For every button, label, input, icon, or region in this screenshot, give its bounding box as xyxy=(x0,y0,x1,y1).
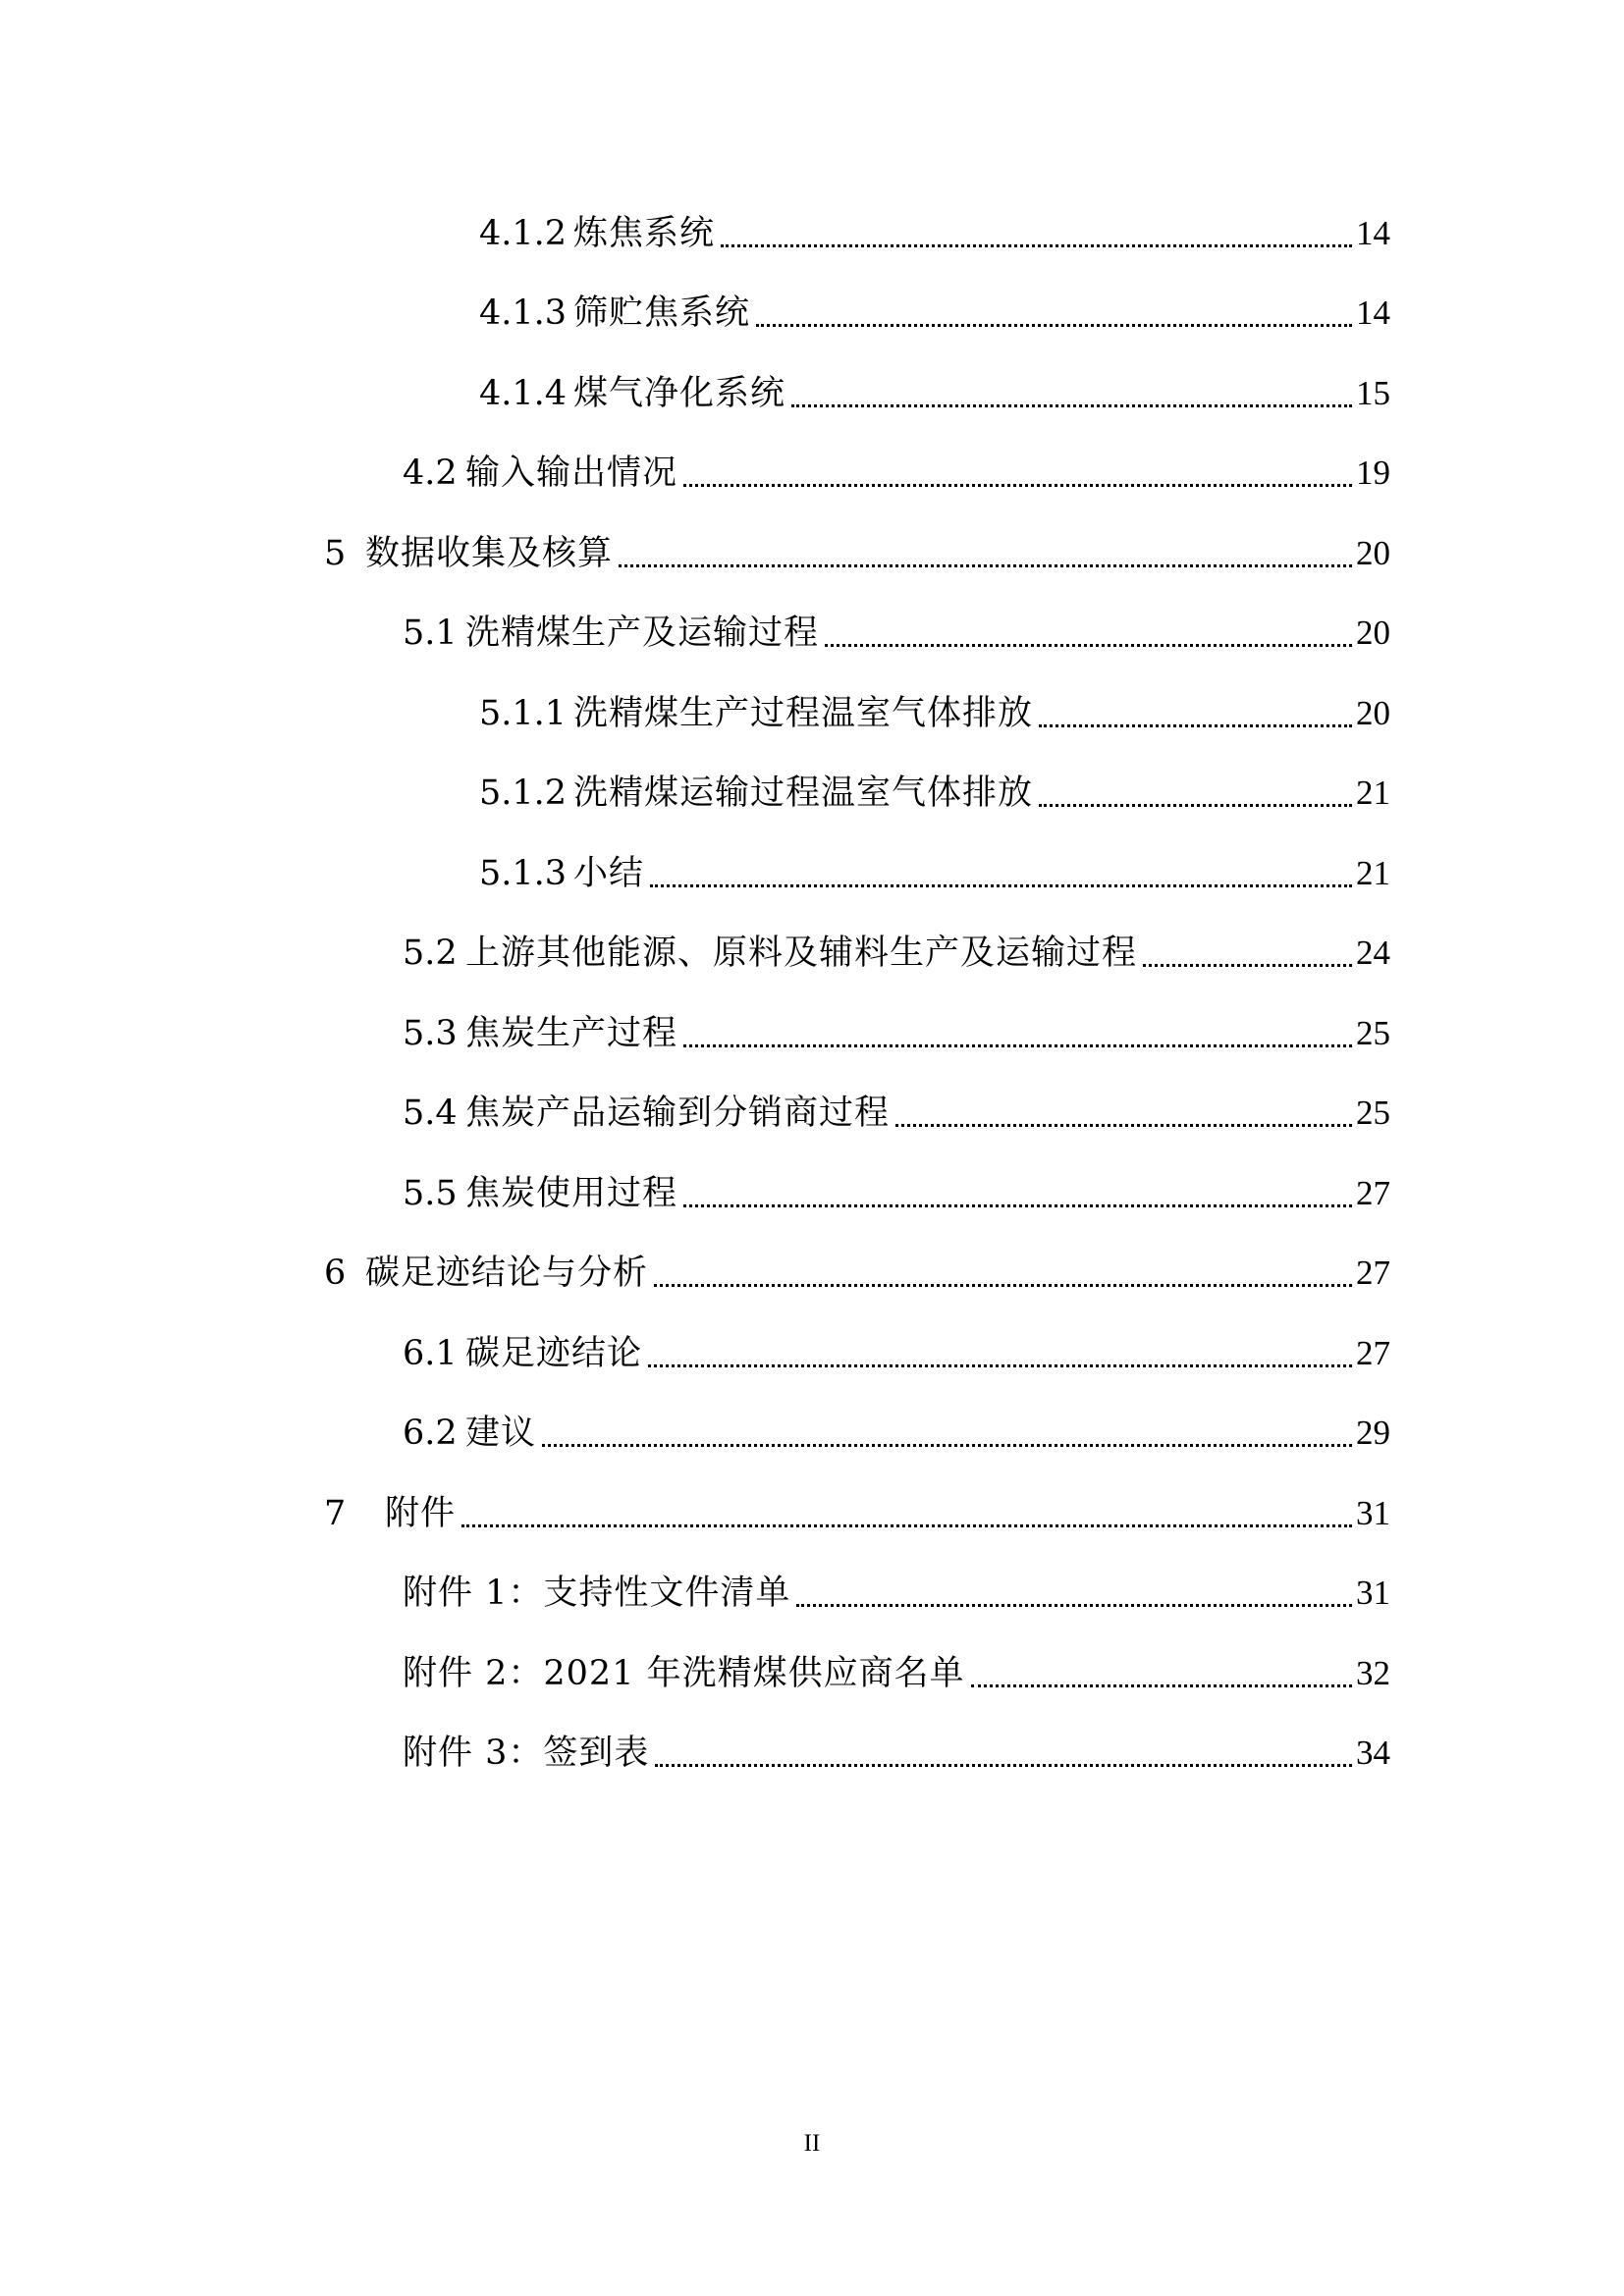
toc-entry-page: 25 xyxy=(1356,1014,1390,1052)
toc-entry-title: 碳足迹结论与分析 xyxy=(365,1254,649,1293)
toc-dot-leader xyxy=(791,404,1352,407)
page-number-footer: II xyxy=(803,2130,821,2157)
toc-entry-7[interactable] xyxy=(324,1479,1390,1538)
toc-entry-number: 7 xyxy=(324,1494,347,1533)
toc-entry-number: 4.1.2 xyxy=(479,214,568,253)
toc-dot-leader xyxy=(655,1764,1352,1767)
toc-entry-page: 31 xyxy=(1356,1494,1390,1532)
toc-dot-leader xyxy=(683,484,1352,487)
toc-entry-title: 输入输出情况 xyxy=(465,454,678,493)
toc-entry-number: 4.1.3 xyxy=(479,294,568,333)
toc-entry-page: 31 xyxy=(1356,1574,1390,1612)
toc-dot-leader xyxy=(619,564,1352,567)
toc-entry-appendix-1[interactable] xyxy=(403,1559,1390,1618)
toc-entry-title: 小结 xyxy=(573,854,645,893)
toc-dot-leader xyxy=(756,324,1352,327)
toc-entry-title: 上游其他能源、原料及辅料生产及运输过程 xyxy=(465,934,1138,973)
toc-entry-title: 碳足迹结论 xyxy=(465,1334,643,1373)
toc-entry-number: 5 xyxy=(324,534,347,573)
toc-entry-5-1-1[interactable] xyxy=(479,679,1390,738)
toc-entry-page: 21 xyxy=(1356,774,1390,812)
toc-entry-5-5[interactable] xyxy=(403,1159,1390,1218)
toc-entry-title: 数据收集及核算 xyxy=(365,534,614,573)
toc-entry-5-1-3[interactable] xyxy=(479,839,1390,898)
toc-entry-5-3[interactable] xyxy=(403,999,1390,1058)
toc-entry-page: 32 xyxy=(1356,1654,1390,1692)
toc-entry-number: 5.1.2 xyxy=(479,774,568,813)
toc-dot-leader xyxy=(683,1044,1352,1047)
toc-entry-5-4[interactable] xyxy=(403,1079,1390,1138)
toc-dot-leader xyxy=(895,1124,1352,1127)
toc-entry-title: 煤气净化系统 xyxy=(573,374,786,413)
toc-entry-5-1-2[interactable] xyxy=(479,759,1390,818)
toc-entry-page: 14 xyxy=(1356,294,1390,332)
toc-entry-number: 5.3 xyxy=(403,1014,458,1053)
toc-entry-title: 焦炭产品运输到分销商过程 xyxy=(465,1094,891,1133)
toc-entry-page: 29 xyxy=(1356,1414,1390,1452)
toc-entry-title: 焦炭使用过程 xyxy=(465,1174,678,1213)
toc-entry-number: 5.1 xyxy=(403,614,458,653)
toc-entry-5[interactable] xyxy=(324,519,1390,578)
toc-entry-title: 洗精煤生产过程温室气体排放 xyxy=(573,694,1034,733)
toc-entry-title: 附件 1：支持性文件清单 xyxy=(403,1574,791,1613)
toc-entry-title: 洗精煤生产及运输过程 xyxy=(465,614,820,653)
toc-entry-page: 15 xyxy=(1356,374,1390,412)
toc-entry-page: 20 xyxy=(1356,614,1390,652)
toc-entry-page: 19 xyxy=(1356,454,1390,492)
toc-entry-appendix-3[interactable] xyxy=(403,1719,1390,1778)
toc-entry-page: 24 xyxy=(1356,934,1390,972)
toc-entry-6-1[interactable] xyxy=(403,1319,1390,1378)
toc-entry-number: 5.1.1 xyxy=(479,694,568,733)
toc-entry-number: 4.2 xyxy=(403,454,458,493)
toc-entry-4-1-2[interactable] xyxy=(479,199,1390,258)
toc-entry-number: 6 xyxy=(324,1254,347,1293)
toc-entry-5-2[interactable] xyxy=(403,919,1390,978)
toc-entry-number: 4.1.4 xyxy=(479,374,568,413)
toc-entry-5-1[interactable] xyxy=(403,599,1390,658)
toc-entry-title: 筛贮焦系统 xyxy=(573,294,751,333)
toc-entry-number: 5.5 xyxy=(403,1174,458,1213)
toc-dot-leader xyxy=(825,644,1352,647)
toc-entry-appendix-2[interactable] xyxy=(403,1639,1390,1698)
toc-dot-leader xyxy=(461,1524,1352,1527)
toc-entry-number: 5.4 xyxy=(403,1094,458,1133)
toc-dot-leader xyxy=(971,1684,1352,1687)
toc-entry-page: 25 xyxy=(1356,1094,1390,1132)
toc-dot-leader xyxy=(1039,724,1352,727)
toc-dot-leader xyxy=(650,884,1352,887)
toc-entry-title: 洗精煤运输过程温室气体排放 xyxy=(573,774,1034,813)
toc-entry-number: 5.2 xyxy=(403,934,458,973)
toc-entry-title: 附件 xyxy=(385,1494,457,1533)
toc-entry-page: 27 xyxy=(1356,1254,1390,1292)
toc-entry-page: 21 xyxy=(1356,854,1390,892)
toc-entry-4-1-3[interactable] xyxy=(479,279,1390,338)
toc-entry-number: 5.1.3 xyxy=(479,854,568,893)
toc-entry-number: 6.1 xyxy=(403,1334,458,1373)
toc-entry-title: 焦炭生产过程 xyxy=(465,1014,678,1053)
toc-dot-leader xyxy=(796,1604,1352,1607)
toc-entry-title: 建议 xyxy=(465,1414,537,1453)
toc-entry-page: 20 xyxy=(1356,534,1390,572)
toc-entry-title: 附件 2：2021 年洗精煤供应商名单 xyxy=(403,1654,965,1693)
toc-entry-page: 27 xyxy=(1356,1174,1390,1212)
toc-dot-leader xyxy=(683,1204,1352,1207)
toc-dot-leader xyxy=(648,1364,1352,1367)
toc-entry-page: 34 xyxy=(1356,1734,1390,1772)
toc-entry-4-1-4[interactable] xyxy=(479,359,1390,418)
toc-entry-4-2[interactable] xyxy=(403,439,1390,498)
toc-entry-title: 附件 3：签到表 xyxy=(403,1734,650,1773)
toc-dot-leader xyxy=(721,244,1352,247)
toc-dot-leader xyxy=(542,1444,1352,1447)
toc-entry-number: 6.2 xyxy=(403,1414,458,1453)
toc-entry-title: 炼焦系统 xyxy=(573,214,716,253)
toc-entry-page: 14 xyxy=(1356,214,1390,252)
toc-dot-leader xyxy=(654,1284,1352,1287)
toc-entry-page: 20 xyxy=(1356,694,1390,732)
toc-entry-6-2[interactable] xyxy=(403,1399,1390,1458)
toc-entry-page: 27 xyxy=(1356,1334,1390,1372)
toc-entry-6[interactable] xyxy=(324,1239,1390,1298)
toc-dot-leader xyxy=(1039,804,1352,807)
toc-dot-leader xyxy=(1143,964,1352,967)
